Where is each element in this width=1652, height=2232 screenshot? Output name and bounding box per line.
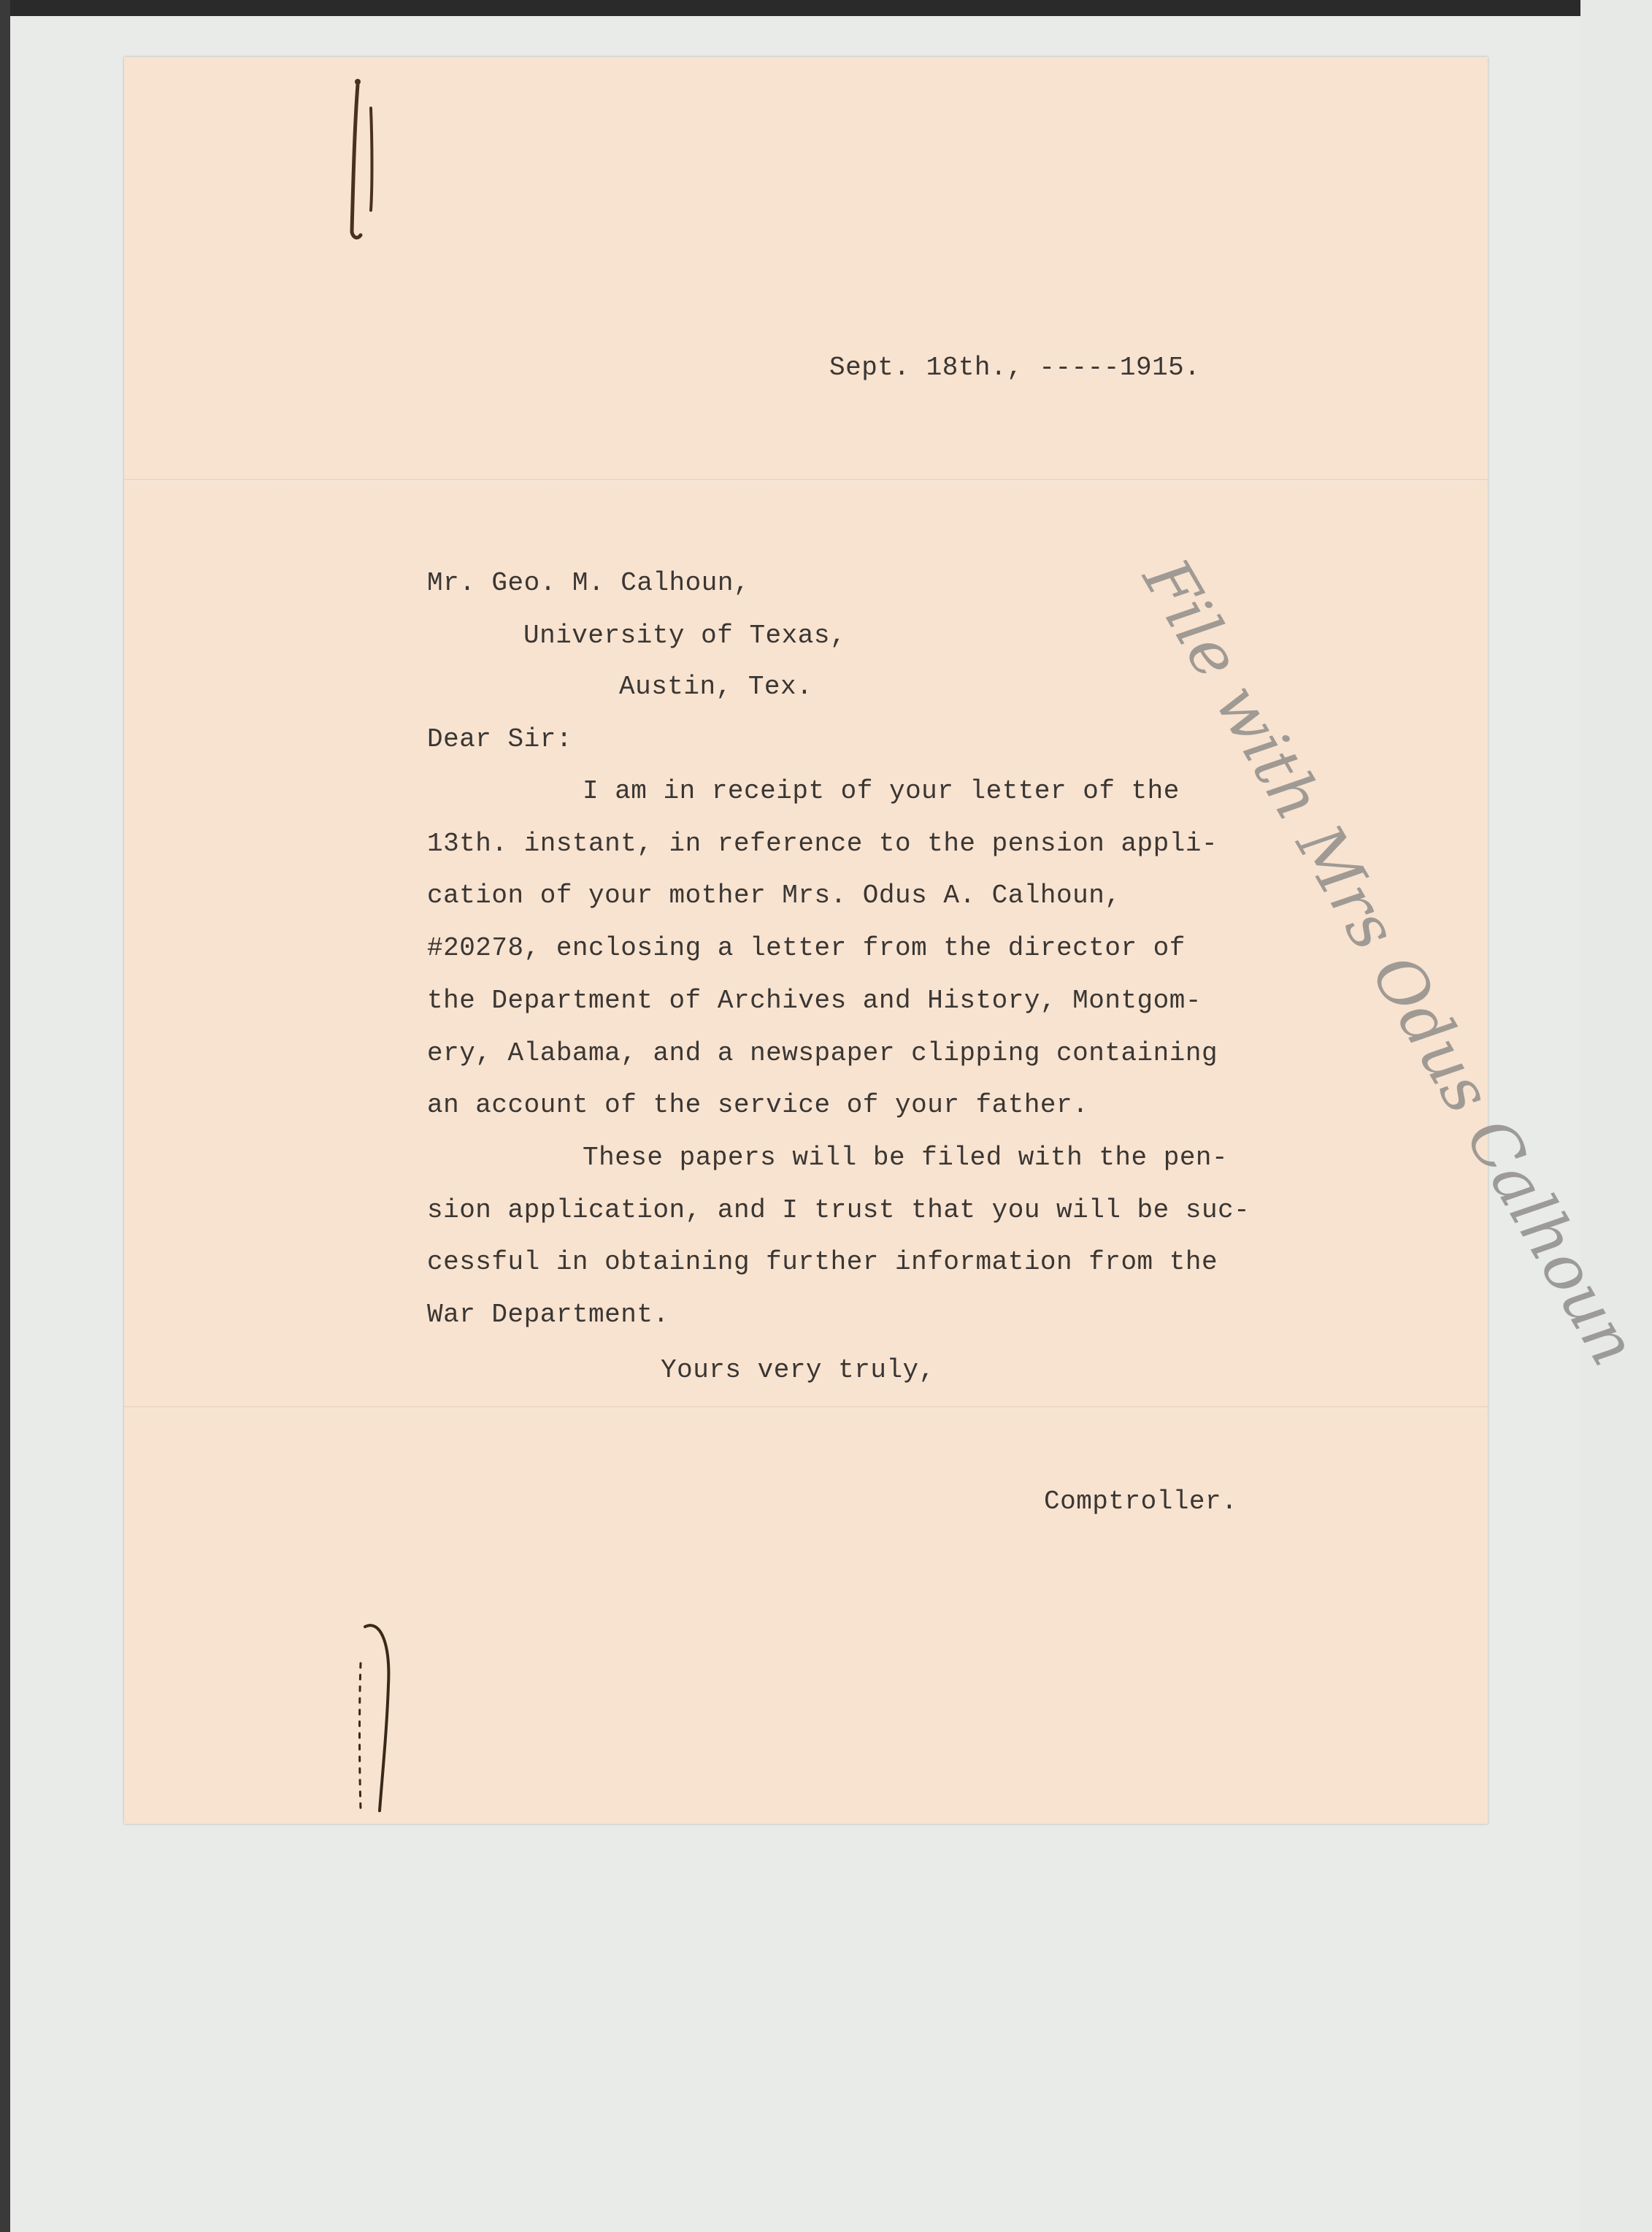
handwritten-annotation: File with Mrs Odus Calhoun <box>1128 546 1652 1378</box>
recipient-name: Mr. Geo. M. Calhoun, <box>427 568 750 598</box>
body-line: I am in receipt of your letter of the <box>583 776 1180 806</box>
scan-top-edge <box>0 0 1580 16</box>
body-line: These papers will be filed with the pen- <box>583 1143 1229 1173</box>
recipient-city: Austin, Tex. <box>619 672 813 702</box>
body-line: #20278, enclosing a letter from the director of <box>427 933 1186 963</box>
body-line: 13th. instant, in reference to the pension appli- <box>427 829 1218 859</box>
salutation: Dear Sir: <box>427 724 572 754</box>
letter-sheet <box>124 57 1652 1824</box>
body-line: ery, Alabama, and a newspaper clipping containing <box>427 1038 1218 1068</box>
fold-line <box>124 479 1488 481</box>
closing: Yours very truly, <box>661 1355 935 1385</box>
body-line: cation of your mother Mrs. Odus A. Calhoun, <box>427 881 1121 910</box>
scan-left-edge <box>0 0 10 2232</box>
body-line: cessful in obtaining further information from the <box>427 1247 1218 1277</box>
body-line: War Department. <box>427 1300 669 1330</box>
paper-clip-mark-top <box>336 64 387 254</box>
body-line: the Department of Archives and History, Montgom- <box>427 986 1202 1016</box>
paper-clip-mark-bottom <box>350 1612 394 1817</box>
body-line: an account of the service of your father. <box>427 1090 1089 1120</box>
body-line: sion application, and I trust that you will be suc- <box>427 1195 1250 1225</box>
signature-title: Comptroller. <box>1044 1487 1238 1516</box>
letter-date: Sept. 18th., -----1915. <box>829 353 1201 383</box>
fold-line <box>124 1406 1488 1408</box>
recipient-institution: University of Texas, <box>523 621 847 651</box>
